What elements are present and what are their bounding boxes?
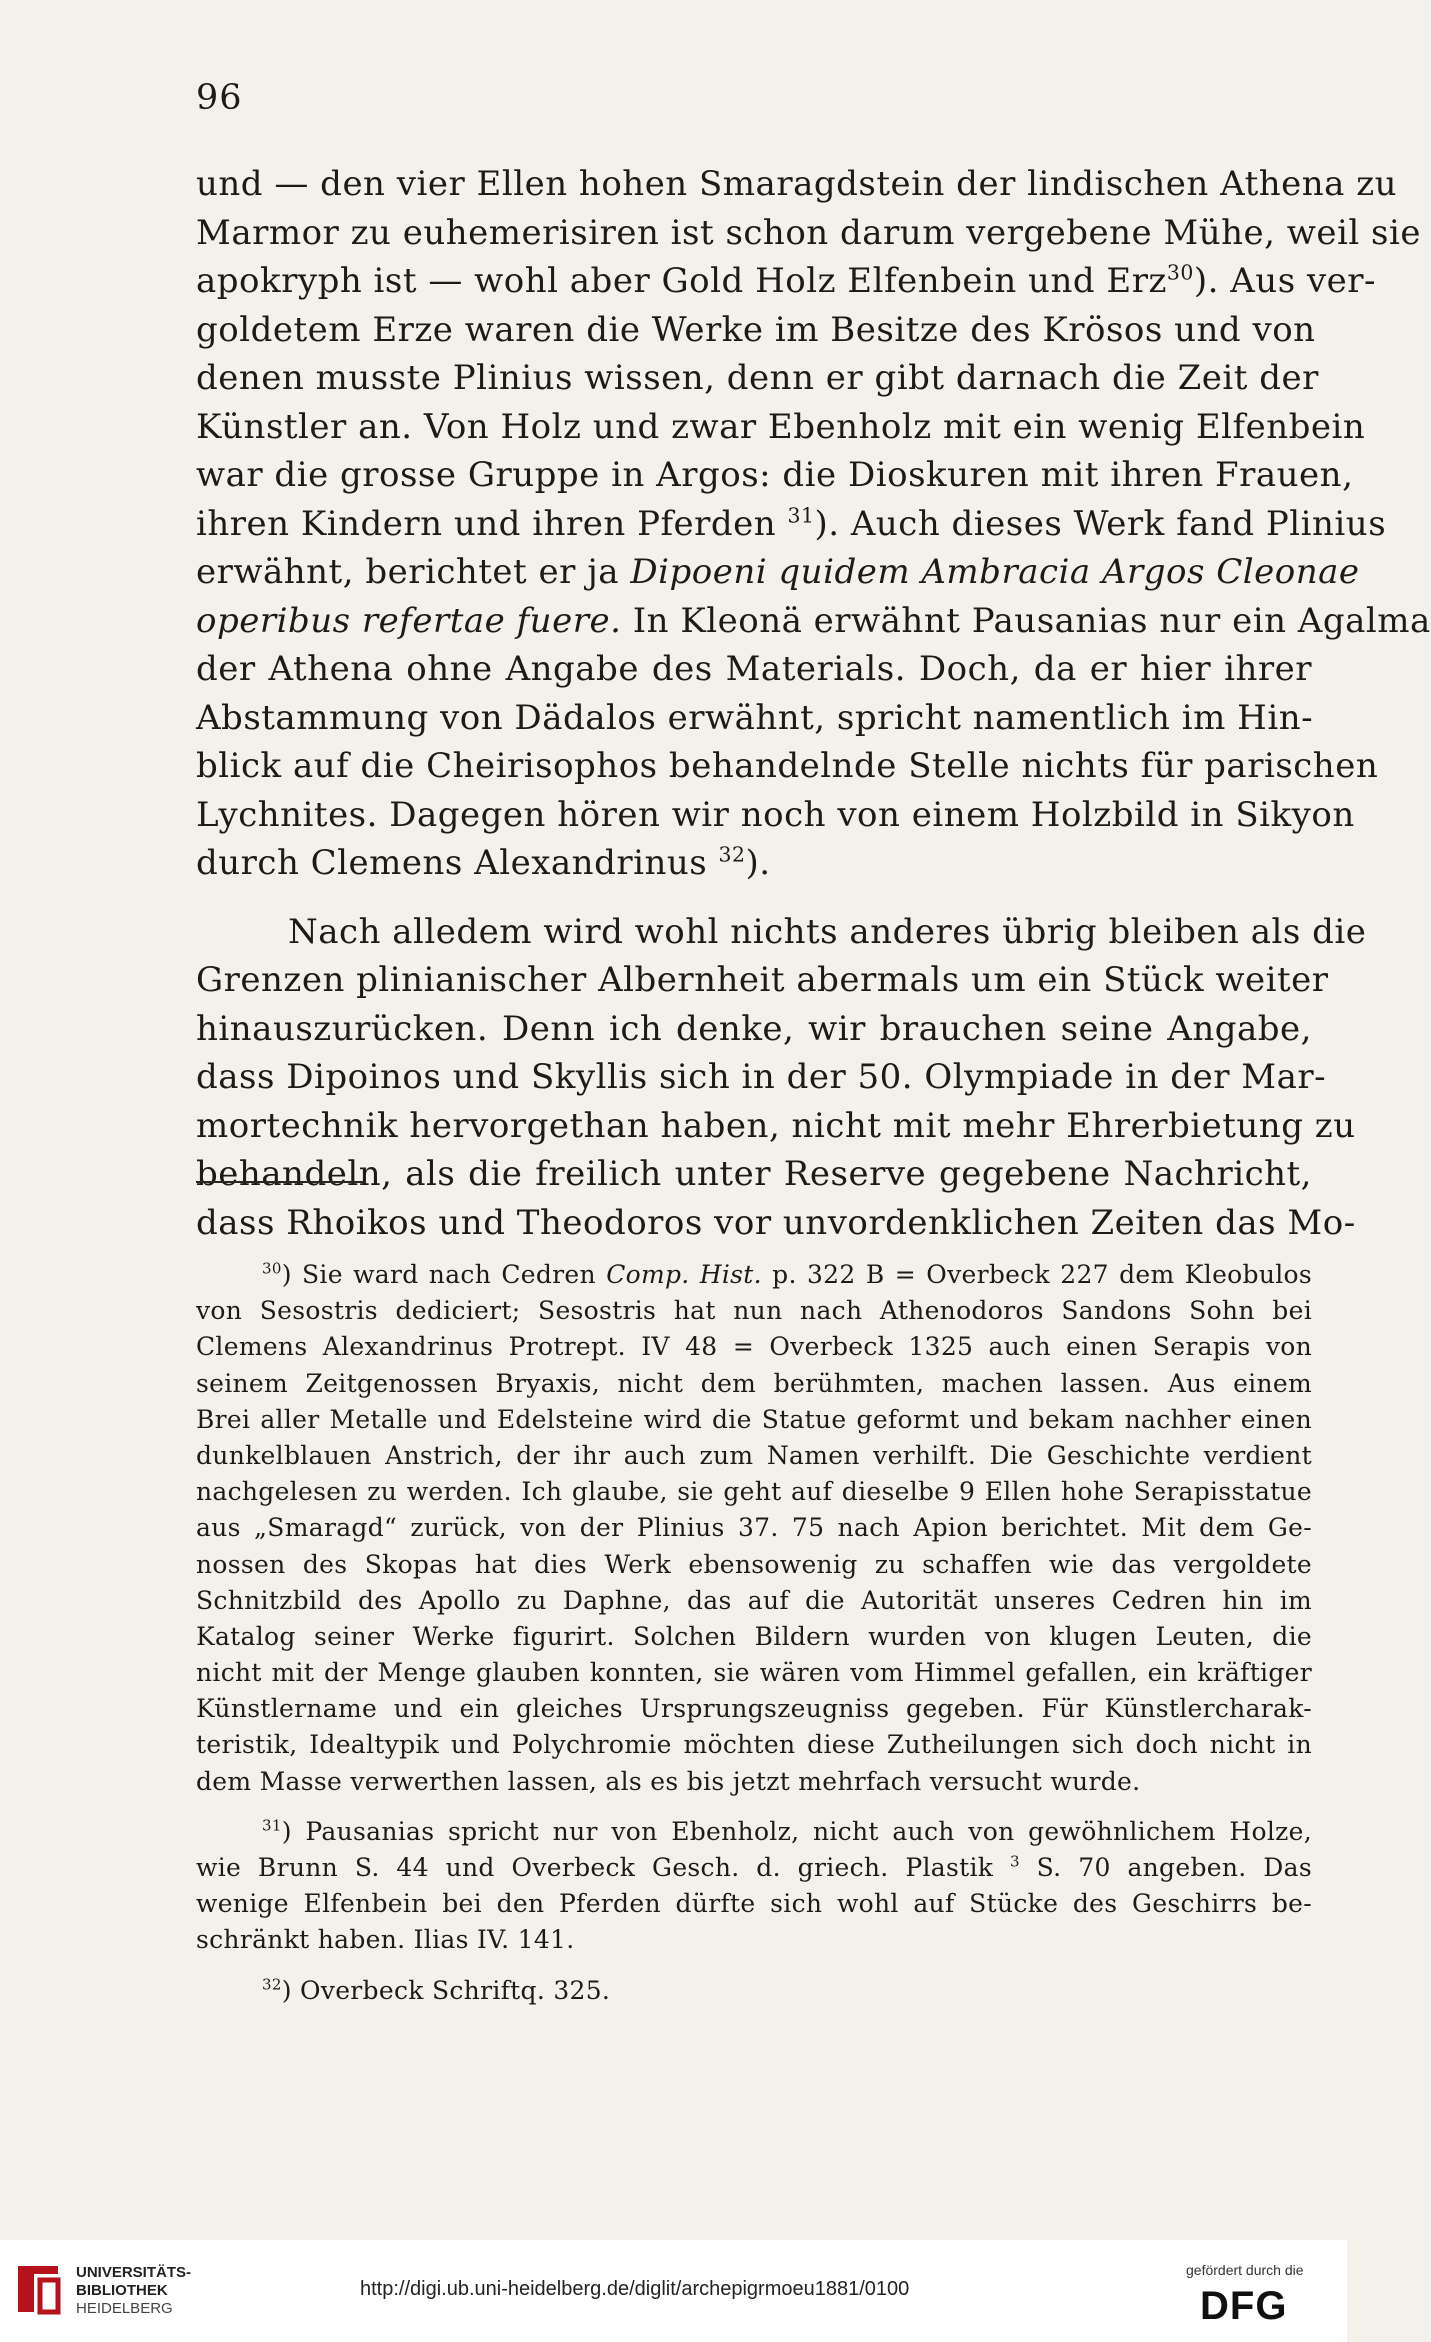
footnote-ref-30[interactable]: 30 <box>1166 260 1194 285</box>
footer-bar <box>0 2240 1347 2342</box>
paragraph-gap <box>196 888 1312 908</box>
text-line: dass Dipoinos und Skyllis sich in der 50. Olympiade in der Mar- <box>196 1057 1327 1097</box>
footnote-30: $^{30}$) Sie ward nach Cedren Comp. Hist. p. 322 B = Overbeck 227 dem Kleobulos <box>262 1259 1312 1289</box>
institution-name: UNIVERSITÄTS- BIBLIOTHEK HEIDELBERG <box>76 2264 192 2317</box>
text-line: behandeln, als die freilich unter Reserve gegebene Nachricht, <box>196 1154 1312 1194</box>
footnote-gap <box>196 1959 1312 1973</box>
footnote-ref-32[interactable]: 32 <box>718 842 746 867</box>
dfg-logo: DFG <box>1200 2284 1288 2328</box>
footnote-line: wie Brunn S. 44 und Overbeck Gesch. d. griech. Plastik $^3$ S. 70 angeben. Das <box>196 1852 1312 1882</box>
university-library-logo-icon <box>12 2260 64 2318</box>
footnote-gap <box>196 1800 1312 1814</box>
footnote-line: dem Masse verwerthen lassen, als es bis jetzt mehrfach versucht wurde. <box>196 1766 1141 1796</box>
text-line: Nach alledem wird wohl nichts anderes übrig bleiben als die <box>288 911 1367 952</box>
footnote-line: wenige Elfenbein bei den Pferden dürfte sich wohl auf Stücke des Geschirrs be- <box>196 1889 1312 1919</box>
text-line: Künstler an. Von Holz und zwar Ebenholz mit ein wenig Elfenbein <box>196 406 1366 447</box>
footnote-line: schränkt haben. Ilias IV. 141. <box>196 1925 575 1955</box>
footnote-line: seinem Zeitgenossen Bryaxis, nicht dem berühmten, machen lassen. Aus einem <box>196 1368 1312 1398</box>
text-line: Marmor zu euhemerisiren ist schon darum vergebene Mühe, weil sie <box>196 212 1421 253</box>
text-line: Abstammung von Dädalos erwähnt, spricht namentlich im Hin- <box>196 697 1314 738</box>
text-line: erwähnt, berichtet er ja Dipoeni quidem Ambracia Argos Cleonae <box>196 552 1360 592</box>
footnote-ref-31[interactable]: 31 <box>787 503 815 528</box>
text-line: war die grosse Gruppe in Argos: die Dioskuren mit ihren Frauen, <box>196 455 1354 495</box>
latin-quote: Dipoeni quidem Ambracia Argos Cleonae <box>630 552 1360 592</box>
text-line: denen musste Plinius wissen, denn er gibt darnach die Zeit der <box>196 358 1319 398</box>
source-link[interactable]: http://digi.ub.uni-heidelberg.de/diglit/archepigrmoeu1881/0100 <box>360 2278 910 2300</box>
text-line: und — den vier Ellen hohen Smaragdstein der lindischen Athena zu <box>196 164 1398 204</box>
footnote-line: dunkelblauen Anstrich, der ihr auch zum Namen verhilft. Die Geschichte verdient <box>196 1440 1312 1470</box>
text-line: ihren Kindern und ihren Pferden $^{31}$). Auch dieses Werk fand Plinius <box>196 503 1387 544</box>
footnote-line: Künstlername und ein gleiches Ursprungszeugniss gegeben. Für Künstlercharak- <box>196 1694 1312 1724</box>
text-line: der Athena ohne Angabe des Materials. Doch, da er hier ihrer <box>196 649 1312 689</box>
footnote-line: nossen des Skopas hat dies Werk ebensowenig zu schaffen wie das vergoldete <box>196 1549 1312 1579</box>
page-number: 96 <box>196 78 243 118</box>
text-line: durch Clemens Alexandrinus $^{32}$). <box>196 842 771 883</box>
footnote-line: Schnitzbild des Apollo zu Daphne, das auf die Autorität unseres Cedren hin im <box>196 1585 1312 1615</box>
footnote-line: teristik, Idealtypik und Polychromie möchten diese Zutheilungen sich doch nicht in <box>196 1730 1312 1760</box>
footnote-line: Clemens Alexandrinus Protrept. IV 48 = Overbeck 1325 auch einen Serapis von <box>196 1332 1312 1362</box>
text-line: goldetem Erze waren die Werke im Besitze des Krösos und von <box>196 309 1316 350</box>
footnote-32: $^{32}$) Overbeck Schriftq. 325. <box>262 1975 611 2005</box>
footnote-divider <box>196 1181 366 1183</box>
text-line: dass Rhoikos und Theodoros vor unvordenklichen Zeiten das Mo- <box>196 1202 1356 1243</box>
latin-quote-end: operibus refertae fuere. <box>196 600 622 641</box>
footnotes <box>196 1257 1312 2009</box>
footnote-line: von Sesostris dediciert; Sesostris hat nun nach Athenodoros Sandons Sohn bei <box>196 1296 1312 1326</box>
footnote-line: Brei aller Metalle und Edelsteine wird die Statue geformt und bekam nachher einen <box>196 1404 1312 1434</box>
text-line: Lychnites. Dagegen hören wir noch von einem Holzbild in Sikyon <box>196 794 1355 835</box>
text-line: hinauszurücken. Denn ich denke, wir brauchen seine Angabe, <box>196 1008 1312 1049</box>
footnote-line: nicht mit der Menge glauben konnten, sie wären vom Himmel gefallen, ein kräftiger <box>196 1658 1312 1688</box>
text-line: mortechnik hervorgethan haben, nicht mit mehr Ehrerbietung zu <box>196 1105 1356 1146</box>
footnote-line: nachgelesen zu werden. Ich glaube, sie geht auf dieselbe 9 Ellen hohe Serapisstatue <box>196 1477 1312 1507</box>
text-line: apokryph ist — wohl aber Gold Holz Elfenbein und Erz$^{30}$). Aus ver- <box>196 260 1377 301</box>
footnote-line: aus „Smaragd“ zurück, von der Plinius 37. 75 nach Apion berichtet. Mit dem Ge- <box>196 1513 1312 1543</box>
text-line: Grenzen plinianischer Albernheit abermals um ein Stück weiter <box>196 960 1329 1000</box>
text-line: blick auf die Cheirisophos behandelnde Stelle nichts für parischen <box>196 746 1379 786</box>
text-line: operibus refertae fuere. In Kleonä erwähnt Pausanias nur ein Agalma <box>196 600 1431 641</box>
footnote-31: $^{31}$) Pausanias spricht nur von Ebenholz, nicht auch von gewöhnlichem Holze, <box>262 1816 1312 1846</box>
main-text <box>196 160 1431 1247</box>
footnote-line: Katalog seiner Werke figurirt. Solchen Bildern wurden von klugen Leuten, die <box>196 1621 1312 1651</box>
funding-caption: gefördert durch die <box>1186 2262 1304 2278</box>
